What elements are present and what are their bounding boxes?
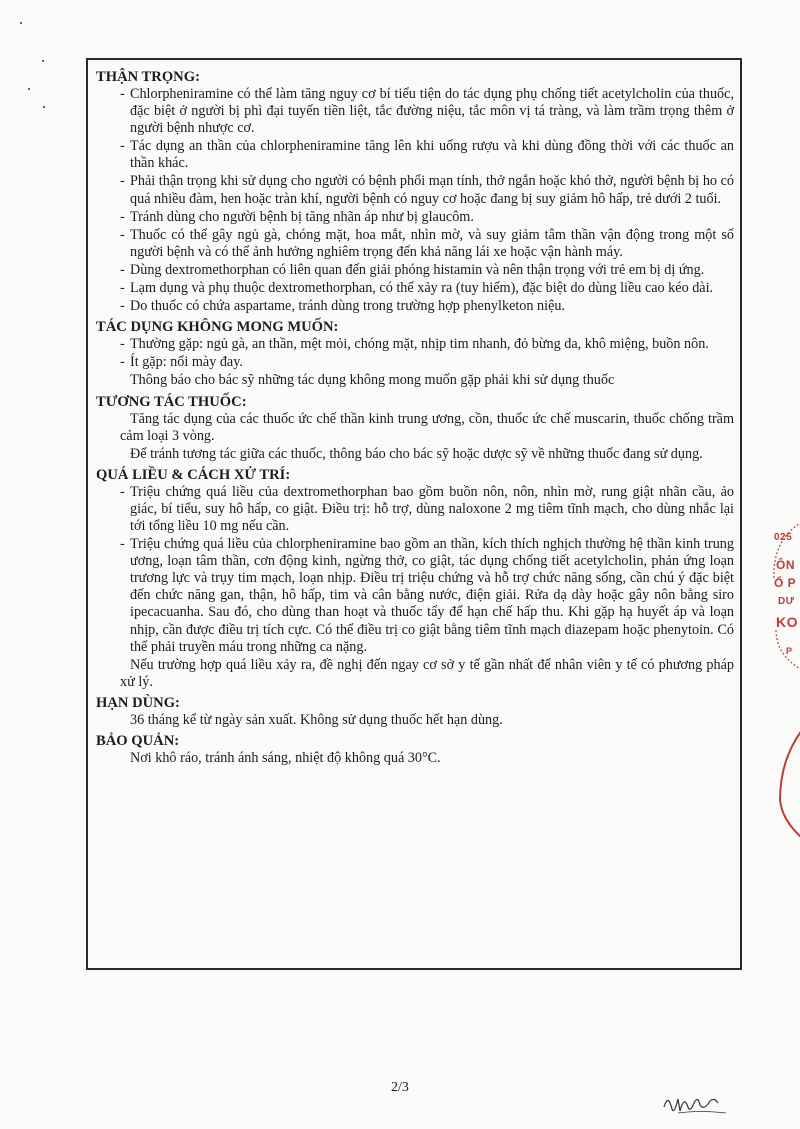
paragraph: Nơi khô ráo, tránh ánh sáng, nhiệt độ không quá 30°C. bbox=[130, 750, 441, 766]
paragraph: 36 tháng kể từ ngày sản xuất. Không sử dụng thuốc hết hạn dùng. bbox=[130, 711, 503, 728]
section-title: HẠN DÙNG: bbox=[96, 694, 180, 711]
official-stamp bbox=[762, 520, 800, 840]
list-item: - Tránh dùng cho người bệnh bị tăng nhãn áp như bị glaucôm. bbox=[96, 209, 734, 226]
section-title: QUÁ LIỀU & CÁCH XỬ TRÍ: bbox=[96, 466, 291, 483]
stamp-text: DƯ bbox=[778, 596, 795, 607]
list-item: - Phải thận trọng khi sử dụng cho người có bệnh phổi mạn tính, thở ngắn hoặc khó thở, người bệnh bị ho có quá nhiều đàm, hen hoặc tràn khí, người bệnh có nguy cơ hoặc đang bị suy giảm hô hấp, trẻ dưới 2 tuổi. bbox=[96, 173, 734, 207]
leaflet-content-box bbox=[86, 58, 742, 970]
section-qua-lieu bbox=[96, 466, 734, 691]
signature-icon bbox=[660, 1085, 730, 1120]
paragraph: Để tránh tương tác giữa các thuốc, thông báo cho bác sỹ hoặc dược sỹ về những thuốc đang sử dụng. bbox=[130, 445, 703, 462]
list-item: - Thường gặp: ngủ gà, an thần, mệt mỏi, chóng mặt, nhịp tim nhanh, đỏ bừng da, khô miệng, buồn nôn. bbox=[96, 336, 734, 353]
page-number: 2/3 bbox=[391, 1080, 409, 1095]
section-tac-dung-khong-mong-muon bbox=[96, 318, 734, 389]
scan-speck bbox=[28, 88, 30, 90]
list-item: - Ít gặp: nổi mày đay. bbox=[96, 354, 734, 371]
section-tuong-tac-thuoc bbox=[96, 393, 734, 463]
list-item: - Dùng dextromethorphan có liên quan đến giải phóng histamin và nên thận trọng với trẻ em bị dị ứng. bbox=[96, 262, 734, 279]
bullet-list bbox=[96, 484, 734, 656]
paragraph: Tăng tác dụng của các thuốc ức chế thần kinh trung ương, cồn, thuốc ức chế muscarin, thuốc chống trầm cảm loại 3 vòng. bbox=[120, 410, 734, 444]
stamp-text: Ổ P bbox=[774, 576, 797, 590]
section-note: Thông báo cho bác sỹ những tác dụng không mong muốn gặp phải khi sử dụng thuốc bbox=[130, 372, 615, 389]
section-title: BẢO QUẢN: bbox=[96, 733, 180, 749]
stamp-text: KO bbox=[776, 614, 798, 630]
list-item: - Tác dụng an thần của chlorpheniramine tăng lên khi uống rượu và khi dùng đồng thời với các thuốc an thần khác. bbox=[96, 138, 734, 172]
list-item: - Chlorpheniramine có thể làm tăng nguy cơ bí tiểu tiện do tác dụng phụ chống tiết acetylcholin của thuốc, đặc biệt ở người bị phì đại tuyến tiền liệt, tắc đường niệu, tắc môn vị tá tràng, và làm trầm trọng thêm ở người bệnh nhược cơ. bbox=[96, 86, 734, 137]
stamp-text: 025 bbox=[774, 532, 793, 543]
list-item: - Thuốc có thể gây ngủ gà, chóng mặt, hoa mắt, nhìn mờ, và suy giảm tâm thần vận động trong một số người bệnh và có thể ảnh hưởng nghiêm trọng đến khả năng lái xe hoặc vận hành máy. bbox=[96, 227, 734, 261]
section-bao-quan bbox=[96, 732, 734, 767]
list-item: - Triệu chứng quá liều của chlorpheniramine bao gồm an thần, kích thích nghịch thường hệ thần kinh trung ương, loạn tâm thần, cơn động kinh, ngừng thở, co giật, tác dụng chống tiết acetylcholin, phản ứng loạn trương lực và trụy tim mạch, loạn nhịp. Điều trị triệu chứng và hỗ trợ chức năng sống, cần chú ý đặc biệt đến chức năng gan, thận, hô hấp, tim và cân bằng nước, điện giải. Rửa dạ dày hoặc gây nôn bằng siro ipecacuanha. Sau đó, cho dùng than hoạt và thuốc tẩy để hạn chế hấp thu. Khi gặp hạ huyết áp và loạn nhịp, cần được điều trị tích cực. Có thể điều trị co giật bằng tiêm tĩnh mạch diazepam hoặc phenytoin. Có thể phải truyền máu trong những ca nặng. bbox=[96, 536, 734, 656]
scan-speck bbox=[43, 106, 45, 108]
section-title: THẬN TRỌNG: bbox=[96, 69, 200, 85]
section-note: Nếu trường hợp quá liều xảy ra, đề nghị đến ngay cơ sở y tế gần nhất để nhân viên y tế có phương pháp xử lý. bbox=[120, 656, 734, 690]
stamp-text: ÔN bbox=[776, 558, 795, 572]
section-than-trong bbox=[96, 68, 734, 315]
section-han-dung bbox=[96, 694, 734, 729]
section-title: TÁC DỤNG KHÔNG MONG MUỐN: bbox=[96, 319, 339, 336]
stamp-text: P bbox=[786, 646, 793, 656]
scan-speck bbox=[20, 22, 22, 24]
bullet-list bbox=[96, 86, 734, 315]
scan-speck bbox=[42, 60, 44, 62]
bullet-list bbox=[96, 336, 734, 371]
list-item: - Do thuốc có chứa aspartame, tránh dùng trong trường hợp phenylketon niệu. bbox=[96, 298, 734, 315]
section-title: TƯƠNG TÁC THUỐC: bbox=[96, 393, 247, 410]
list-item: - Lạm dụng và phụ thuộc dextromethorphan, có thể xảy ra (tuy hiếm), đặc biệt do dùng liều cao kéo dài. bbox=[96, 280, 734, 297]
list-item: - Triệu chứng quá liều của dextromethorphan bao gồm buồn nôn, nôn, nhìn mờ, rung giật nhãn cầu, ảo giác, bí tiểu, suy hô hấp, co giật. Điều trị: hỗ trợ, dùng naloxone 2 mg tiêm tĩnh mạch, cho dùng nhắc lại tới tổng liều 10 mg nếu cần. bbox=[96, 484, 734, 535]
